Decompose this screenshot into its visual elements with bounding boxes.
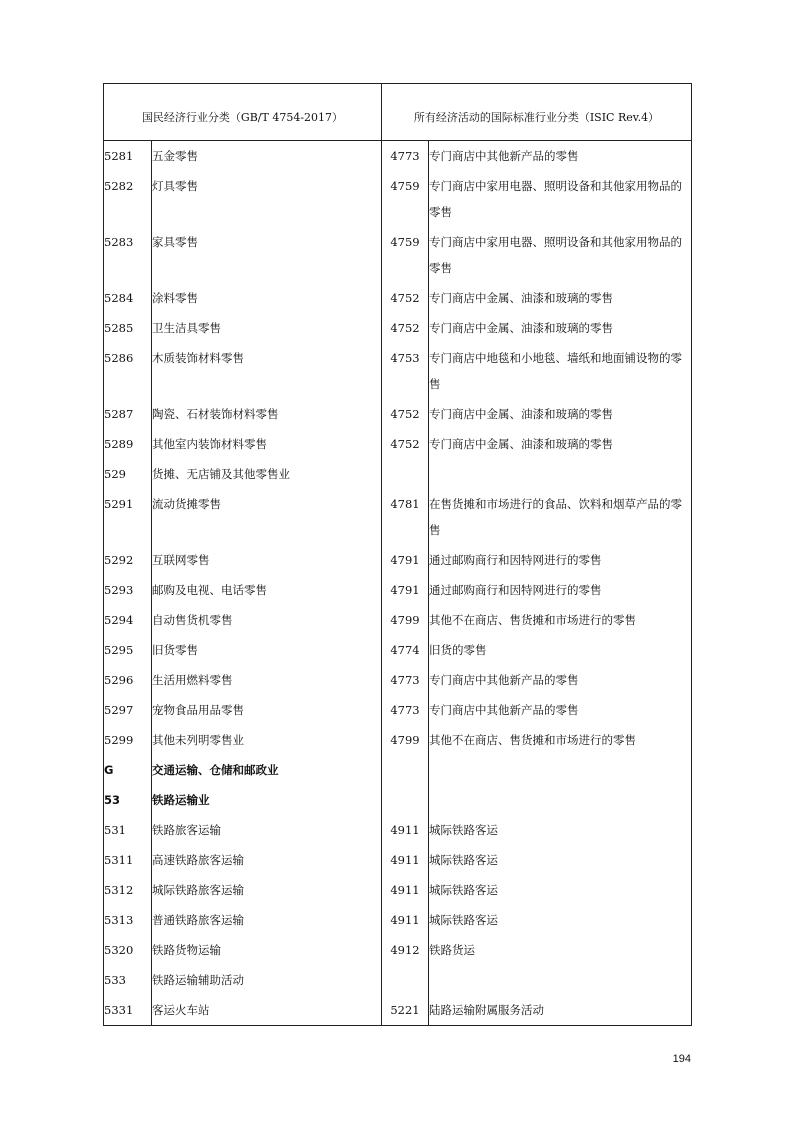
gbt-category-name: 宠物食品用品零售 [152,695,382,725]
table-row [104,343,692,399]
isic-code: 4911 [382,845,429,875]
gbt-category-name: 互联网零售 [152,545,382,575]
gbt-category-name: 铁路货物运输 [152,935,382,965]
table-row [104,545,692,575]
isic-code: 4799 [382,605,429,635]
table-row [104,459,692,489]
isic-code: 4773 [382,141,429,172]
gbt-category-name: 五金零售 [152,141,382,172]
gbt-code: 53 [104,785,152,815]
gbt-code: 5320 [104,935,152,965]
gbt-code: 5297 [104,695,152,725]
gbt-category-name: 其他未列明零售业 [152,725,382,755]
isic-description: 城际铁路客运 [429,815,692,845]
isic-code [382,459,429,489]
table-row [104,995,692,1026]
gbt-code: 5312 [104,875,152,905]
table-row [104,635,692,665]
isic-code: 4781 [382,489,429,545]
gbt-code: 5281 [104,141,152,172]
gbt-category-name: 高速铁路旅客运输 [152,845,382,875]
gbt-category-name: 流动货摊零售 [152,489,382,545]
gbt-code: 5282 [104,171,152,227]
gbt-code: 533 [104,965,152,995]
table-row [104,171,692,227]
gbt-code: 5295 [104,635,152,665]
gbt-category-name: 木质装饰材料零售 [152,343,382,399]
gbt-code: 5294 [104,605,152,635]
table-row [104,905,692,935]
table-row [104,283,692,313]
isic-code: 4759 [382,171,429,227]
gbt-code: 529 [104,459,152,489]
table-row [104,785,692,815]
table-row [104,725,692,755]
isic-code: 4752 [382,399,429,429]
isic-code: 4773 [382,665,429,695]
isic-code [382,965,429,995]
gbt-category-name: 普通铁路旅客运输 [152,905,382,935]
isic-description [429,785,692,815]
gbt-code: 5283 [104,227,152,283]
isic-code: 4752 [382,429,429,459]
gbt-code: 5293 [104,575,152,605]
isic-description: 专门商店中家用电器、照明设备和其他家用物品的零售 [429,171,692,227]
table-row [104,227,692,283]
isic-description: 专门商店中其他新产品的零售 [429,665,692,695]
isic-description [429,459,692,489]
isic-code: 4791 [382,575,429,605]
table-row [104,313,692,343]
isic-description: 专门商店中其他新产品的零售 [429,695,692,725]
gbt-category-name: 灯具零售 [152,171,382,227]
gbt-category-name: 旧货零售 [152,635,382,665]
gbt-code: 5313 [104,905,152,935]
table-row [104,815,692,845]
gbt-code: 5292 [104,545,152,575]
gbt-code: 5287 [104,399,152,429]
gbt-code: G [104,755,152,785]
gbt-category-name: 家具零售 [152,227,382,283]
isic-description: 专门商店中其他新产品的零售 [429,141,692,172]
isic-description: 专门商店中金属、油漆和玻璃的零售 [429,313,692,343]
isic-description: 铁路货运 [429,935,692,965]
isic-code: 4773 [382,695,429,725]
table-row [104,965,692,995]
isic-code: 4752 [382,283,429,313]
isic-description: 其他不在商店、售货摊和市场进行的零售 [429,725,692,755]
gbt-category-name: 其他室内装饰材料零售 [152,429,382,459]
isic-description: 通过邮购商行和因特网进行的零售 [429,575,692,605]
isic-code: 4791 [382,545,429,575]
isic-description: 城际铁路客运 [429,845,692,875]
gbt-category-name: 陶瓷、石材装饰材料零售 [152,399,382,429]
table-row [104,755,692,785]
isic-code: 4759 [382,227,429,283]
gbt-code: 5286 [104,343,152,399]
table-row [104,399,692,429]
isic-description: 在售货摊和市场进行的食品、饮料和烟草产品的零售 [429,489,692,545]
page-number: 194 [672,1053,691,1065]
gbt-code: 5331 [104,995,152,1026]
gbt-category-name: 涂料零售 [152,283,382,313]
isic-description: 专门商店中金属、油漆和玻璃的零售 [429,399,692,429]
isic-description: 城际铁路客运 [429,875,692,905]
gbt-category-name: 铁路运输业 [152,785,382,815]
isic-code [382,785,429,815]
gbt-category-name: 客运火车站 [152,995,382,1026]
gbt-code: 5311 [104,845,152,875]
isic-description: 城际铁路客运 [429,905,692,935]
table-row [104,845,692,875]
gbt-category-name: 货摊、无店铺及其他零售业 [152,459,382,489]
isic-code: 4753 [382,343,429,399]
gbt-code: 5296 [104,665,152,695]
table-row [104,695,692,725]
table-header-row [104,84,692,141]
isic-description: 专门商店中金属、油漆和玻璃的零售 [429,283,692,313]
gbt-code: 531 [104,815,152,845]
header-isic: 所有经济活动的国际标准行业分类（ISIC Rev.4） [382,84,692,141]
header-gbt: 国民经济行业分类（GB/T 4754-2017） [104,84,382,141]
isic-description [429,965,692,995]
isic-description: 陆路运输附属服务活动 [429,995,692,1026]
isic-code: 5221 [382,995,429,1026]
gbt-code: 5285 [104,313,152,343]
isic-description: 通过邮购商行和因特网进行的零售 [429,545,692,575]
table-row [104,489,692,545]
isic-description: 旧货的零售 [429,635,692,665]
gbt-category-name: 生活用燃料零售 [152,665,382,695]
gbt-code: 5284 [104,283,152,313]
table-row [104,429,692,459]
isic-code: 4911 [382,905,429,935]
isic-description: 专门商店中家用电器、照明设备和其他家用物品的零售 [429,227,692,283]
classification-table [103,83,692,1026]
gbt-category-name: 邮购及电视、电话零售 [152,575,382,605]
table-row [104,605,692,635]
isic-code [382,755,429,785]
gbt-code: 5291 [104,489,152,545]
isic-description: 其他不在商店、售货摊和市场进行的零售 [429,605,692,635]
isic-code: 4752 [382,313,429,343]
isic-description: 专门商店中金属、油漆和玻璃的零售 [429,429,692,459]
table-row [104,935,692,965]
isic-code: 4912 [382,935,429,965]
gbt-code: 5299 [104,725,152,755]
isic-code: 4799 [382,725,429,755]
isic-description [429,755,692,785]
table-row [104,141,692,172]
table-row [104,575,692,605]
gbt-category-name: 交通运输、仓储和邮政业 [152,755,382,785]
gbt-category-name: 卫生洁具零售 [152,313,382,343]
gbt-category-name: 铁路运输辅助活动 [152,965,382,995]
gbt-category-name: 自动售货机零售 [152,605,382,635]
gbt-category-name: 城际铁路旅客运输 [152,875,382,905]
gbt-category-name: 铁路旅客运输 [152,815,382,845]
isic-code: 4911 [382,875,429,905]
isic-code: 4774 [382,635,429,665]
table-row [104,875,692,905]
gbt-code: 5289 [104,429,152,459]
isic-description: 专门商店中地毯和小地毯、墙纸和地面铺设物的零售 [429,343,692,399]
isic-code: 4911 [382,815,429,845]
table-row [104,665,692,695]
